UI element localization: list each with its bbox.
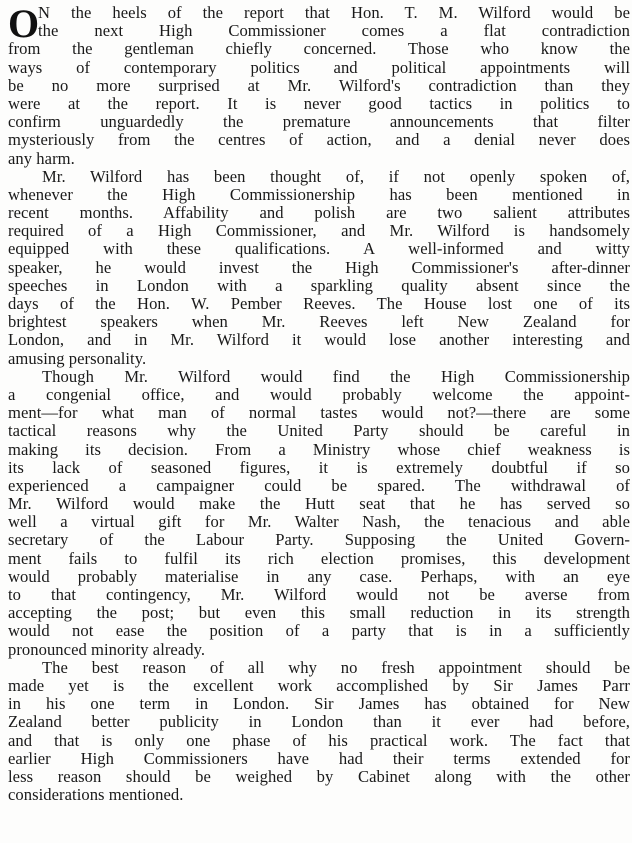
article-text <box>8 1 630 805</box>
paragraph-3-line-5: making its decision. From a Ministry whose chief weakness is <box>8 439 630 459</box>
paragraph-2-line-1: Mr. Wilford has been thought of, if not openly spoken of, <box>42 166 630 186</box>
paragraph-3-line-4: tactical reasons why the United Party should be careful in <box>8 421 630 441</box>
paragraph-2-line-11: amusing personality. <box>8 348 147 368</box>
paragraph-3-line-2: a congenial office, and would probably welcome the appoint- <box>8 384 630 404</box>
paragraph-2-line-10: London, and in Mr. Wilford it would lose another interesting and <box>8 330 630 350</box>
paragraph-2-line-2: whenever the High Commissionership has been mentioned in <box>8 184 630 204</box>
paragraph-4-line-4: Zealand better publicity in London than it ever had before, <box>8 712 630 732</box>
paragraph-1-line-3: from the gentleman chiefly concerned. Those who know the <box>8 39 630 59</box>
paragraph-4-line-6: earlier High Commissioners have had their terms extended for <box>8 748 630 768</box>
paragraph-2-line-9: brightest speakers when Mr. Reeves left New Zealand for <box>8 312 630 332</box>
paragraph-3-line-3: ment—for what man of normal tastes would not?—there are some <box>8 403 630 423</box>
paragraph-3-line-13: to that contingency, Mr. Wilford would not be averse from <box>8 585 630 604</box>
paragraph-3-line-9: well a virtual gift for Mr. Walter Nash, the tenacious and able <box>8 512 630 532</box>
paragraph-3-line-14: accepting the post; but even this small reduction in its strength <box>8 603 630 623</box>
paragraph-1-line-4: ways of contemporary politics and political appointments will <box>8 57 630 77</box>
paragraph-1-line-5: be no more surprised at Mr. Wilford's contradiction than they <box>8 75 630 95</box>
paragraph-1-line-9: any harm. <box>8 148 75 168</box>
paragraph-3-line-6: its lack of seasoned figures, it is extremely doubtful if so <box>8 457 630 477</box>
drop-cap: O <box>8 1 40 46</box>
paragraph-3-line-15: would not ease the position of a party that is in a sufficiently <box>8 621 630 641</box>
paragraph-2-line-3: recent months. Affability and polish are two salient attributes <box>8 203 630 223</box>
paragraph-1-line-7: confirm unguardedly the premature announcements that filter <box>8 112 630 132</box>
paragraph-1-line-1: N the heels of the report that Hon. T. M. Wilford would be <box>38 3 630 22</box>
paragraph-3-line-16: pronounced minority already. <box>8 639 206 659</box>
paragraph-4-line-5: and that is only one phase of his practical work. The fact that <box>8 730 630 750</box>
paragraph-2-line-8: days of the Hon. W. Pember Reeves. The House lost one of its <box>8 294 630 313</box>
paragraph-2-line-5: equipped with these qualifications. A well-informed and witty <box>8 239 630 259</box>
paragraph-4-line-8: considerations mentioned. <box>8 785 184 805</box>
paragraph-2-line-4: required of a High Commissioner, and Mr. Wilford is handsomely <box>8 221 630 241</box>
paragraph-3-line-7: experienced a campaigner could be spared. The withdrawal of <box>8 475 630 495</box>
paragraph-4-line-2: made yet is the excellent work accomplished by Sir James Parr <box>8 675 630 695</box>
paragraph-3-line-8: Mr. Wilford would make the Hutt seat that he has served so <box>8 494 630 514</box>
paragraph-4-line-7: less reason should be weighed by Cabinet along with the other <box>8 766 630 786</box>
paragraph-1-line-8: mysteriously from the centres of action, and a denial never does <box>8 130 630 150</box>
paragraph-2-line-7: speeches in London with a sparkling quality absent since the <box>8 275 630 295</box>
paragraph-1-line-6: were at the report. It is never good tactics in politics to <box>8 93 630 113</box>
paragraph-1-line-2: the next High Commissioner comes a flat contradiction <box>38 21 630 41</box>
paragraph-4-line-3: in his one term in London. Sir James has obtained for New <box>8 694 630 714</box>
paragraph-3-line-1: Though Mr. Wilford would find the High Commissionership <box>42 366 630 386</box>
paragraph-2-line-6: speaker, he would invest the High Commissioner's after-dinner <box>8 257 630 277</box>
paragraph-4-line-1: The best reason of all why no fresh appointment should be <box>42 657 630 677</box>
paragraph-3-line-11: ment fails to fulfil its rich election promises, this development <box>8 548 630 568</box>
article-body <box>8 1 630 805</box>
paragraph-3-line-10: secretary of the Labour Party. Supposing the United Govern- <box>8 530 630 550</box>
paragraph-3-line-12: would probably materialise in any case. Perhaps, with an eye <box>8 566 630 586</box>
